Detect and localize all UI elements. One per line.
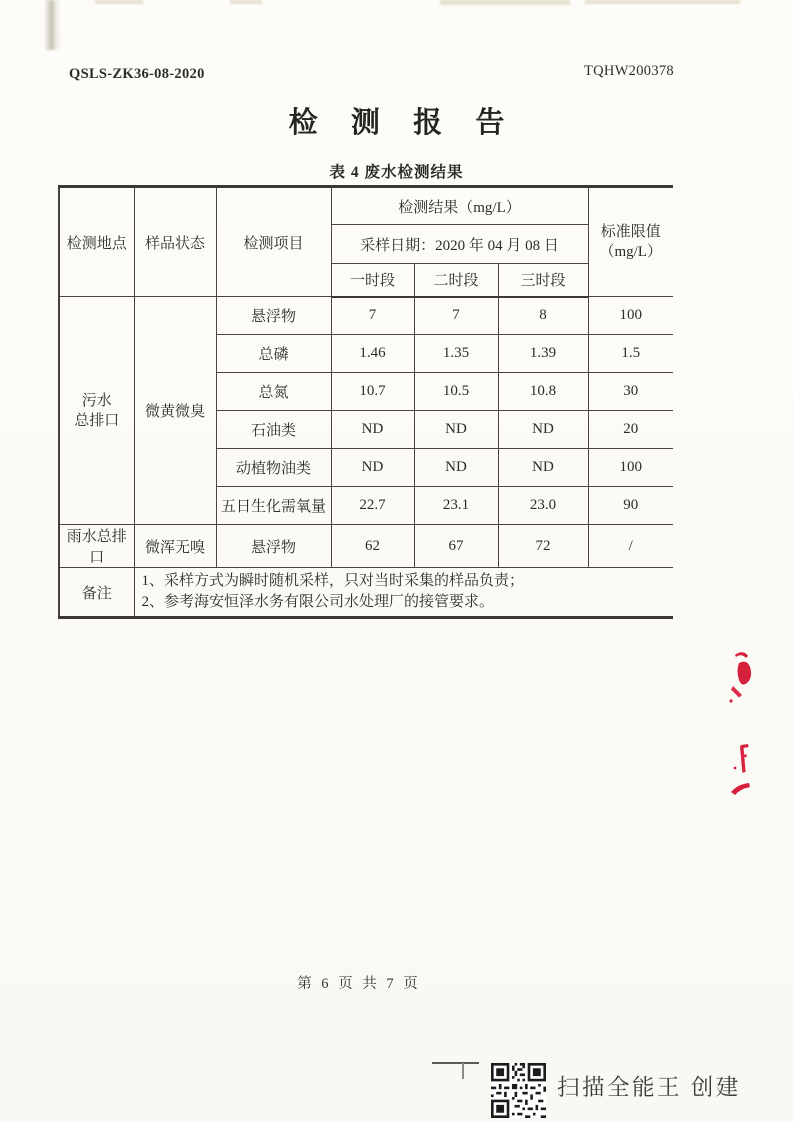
result-value: ND xyxy=(498,411,588,449)
sampling-date: 采样日期：2020 年 04 月 08 日 xyxy=(331,225,588,264)
red-seal-fragment-2 xyxy=(731,742,751,776)
result-value: 1.35 xyxy=(414,335,498,373)
result-value: 67 xyxy=(414,525,498,568)
result-value: ND xyxy=(414,449,498,487)
test-item: 五日生化需氧量 xyxy=(216,487,331,525)
result-value: ND xyxy=(331,449,414,487)
result-value: 72 xyxy=(498,525,588,568)
limit-value: 100 xyxy=(588,297,673,335)
limit-value: 30 xyxy=(588,373,673,411)
document-code: QSLS-ZK36-08-2020 xyxy=(69,66,205,82)
report-number: TQHW200378 xyxy=(584,63,674,79)
result-value: 8 xyxy=(498,297,588,335)
col-header-test-item: 检测项目 xyxy=(216,187,331,297)
camscanner-watermark-text: 扫描全能王 创建 xyxy=(557,1075,741,1100)
page-number: 第 6 页 共 7 页 xyxy=(297,976,421,992)
col-header-limit xyxy=(588,187,673,297)
location-line1: 污水 xyxy=(81,392,112,409)
result-value: 7 xyxy=(414,297,498,335)
test-item: 悬浮物 xyxy=(216,297,331,335)
qr-code-icon xyxy=(491,1063,546,1118)
result-value: 10.5 xyxy=(414,373,498,411)
result-value: 23.0 xyxy=(498,487,588,525)
result-value: 23.1 xyxy=(414,487,498,525)
table-row xyxy=(59,297,673,335)
limit-value: 90 xyxy=(588,487,673,525)
col-header-results-group: 检测结果（mg/L） xyxy=(331,187,588,225)
col-header-period-1: 一时段 xyxy=(331,264,414,297)
location-line2: 总排口 xyxy=(74,412,120,429)
remark-line-2: 2、参考海安恒泽水务有限公司水处理厂的接管要求。 xyxy=(141,594,495,610)
limit-label-line2: （mg/L） xyxy=(599,244,662,260)
limit-label-line1: 标准限值 xyxy=(600,224,661,240)
test-item: 石油类 xyxy=(216,411,331,449)
result-value: 1.39 xyxy=(498,335,588,373)
col-header-period-3: 三时段 xyxy=(498,264,588,297)
scan-streak xyxy=(440,0,570,5)
test-item: 悬浮物 xyxy=(216,525,331,568)
scan-edge-smudge xyxy=(44,0,61,50)
result-value: 22.7 xyxy=(331,487,414,525)
test-item: 总氮 xyxy=(216,373,331,411)
page-title: 检 测 报 告 xyxy=(288,107,518,139)
watermark-edge-line xyxy=(432,1062,479,1064)
location-rainwater-outlet: 雨水总排口 xyxy=(59,525,134,568)
result-value: 62 xyxy=(331,525,414,568)
result-value: ND xyxy=(414,411,498,449)
remark-row xyxy=(59,568,673,618)
red-seal-fragment-1 xyxy=(728,648,754,708)
result-value: 10.8 xyxy=(498,373,588,411)
red-seal-fragment-3 xyxy=(729,781,751,795)
test-item: 总磷 xyxy=(216,335,331,373)
col-header-sample-state: 样品状态 xyxy=(134,187,216,297)
scan-streak xyxy=(230,0,262,4)
sample-state-value: 微黄微臭 xyxy=(134,297,216,525)
table-row xyxy=(59,525,673,568)
scan-streak xyxy=(585,0,740,4)
limit-value: 1.5 xyxy=(588,335,673,373)
result-value: ND xyxy=(331,411,414,449)
limit-value: 20 xyxy=(588,411,673,449)
sample-state-value: 微浑无嗅 xyxy=(134,525,216,568)
remark-label: 备注 xyxy=(59,568,134,618)
limit-value: / xyxy=(588,525,673,568)
remark-line-1: 1、采样方式为瞬时随机采样，只对当时采集的样品负责； xyxy=(141,573,525,589)
col-header-location: 检测地点 xyxy=(59,187,134,297)
scan-streak xyxy=(95,0,143,4)
limit-value: 100 xyxy=(588,449,673,487)
header-row-1 xyxy=(59,187,673,225)
watermark-edge-line xyxy=(462,1063,464,1079)
result-value: 1.46 xyxy=(331,335,414,373)
location-wastewater-outlet xyxy=(59,297,134,525)
result-value: ND xyxy=(498,449,588,487)
col-header-period-2: 二时段 xyxy=(414,264,498,297)
table-caption: 表 4 废水检测结果 xyxy=(329,164,464,181)
result-value: 7 xyxy=(331,297,414,335)
test-item: 动植物油类 xyxy=(216,449,331,487)
result-value: 10.7 xyxy=(331,373,414,411)
wastewater-results-table xyxy=(58,185,673,619)
remark-text xyxy=(134,568,673,618)
